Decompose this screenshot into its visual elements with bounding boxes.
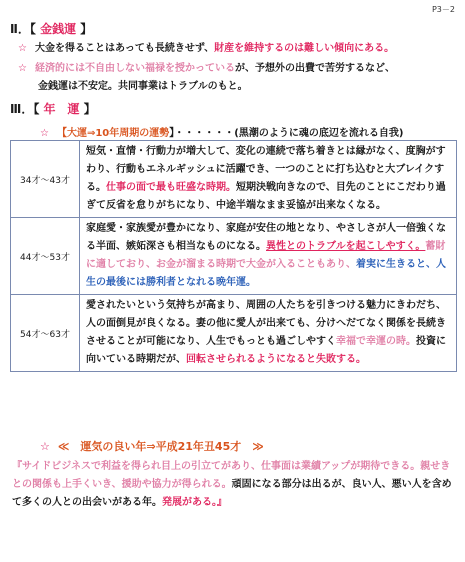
- table-row: [11, 141, 457, 218]
- star-icon: ☆: [40, 440, 50, 453]
- money-line-2: ☆ 経済的には不自由しない福禄を授かっているが、予想外の出費で苦労するなど、: [18, 63, 395, 74]
- age-description: 短気・直情・行動力が増大して、変化の連続で落ち着きとは縁がなく、度胸がすわり、行動もエネルギッシュに活躍でき、一つのことに打ち込むと大ブレイクする。仕事の面で最も旺盛な時期。短期決戦向きなので、目先のことにこだわり過ぎて反省を怠りがちになり、中途半端なまま妥協が出来なくなる。: [80, 141, 457, 218]
- age-description: 愛されたいという気持ちが高まり、周囲の人たちを引きつける魅力にきわだち、人の面倒見が良くなる。妻の他に愛人が出来ても、分けへだてなく関係を長続きさせることが可能になり、人生でもっとも過ごしやすく幸福で幸運の時。投資に向いている時期だが、回転させられるようになると失敗する。: [80, 295, 457, 372]
- year-luck-title: 年 運: [43, 102, 80, 116]
- page-number: P3－2: [431, 5, 455, 14]
- star-icon: ☆: [18, 63, 27, 74]
- star-icon: ☆: [18, 43, 27, 54]
- good-year-heading: ☆ ≪ 運気の良い年⇒平成21年丑45才 ≫: [40, 440, 264, 453]
- star-icon: ☆: [40, 128, 49, 139]
- money-luck-title: 金銭運: [40, 22, 77, 36]
- good-year-text: 『サイドビジネスで利益を得られ目上の引立てがあり、仕事面は業績アップが期待できる。親せきとの関係も上手くいき、援助や協力が得られる。頑固になる部分は出るが、良い人、悪い人を含めて多くの人との出会いがある年。発展がある。』: [12, 461, 452, 508]
- table-row: [11, 218, 457, 295]
- age-range: 34才～43才: [11, 141, 80, 218]
- money-line-3: 金銭運は不安定。共同事業はトラブルのもと。: [38, 81, 248, 92]
- money-luck-heading: Ⅱ．【 金銭運 】: [10, 22, 93, 36]
- year-luck-table: [10, 140, 457, 372]
- age-description: 家庭愛・家族愛が豊かになり、家庭が安住の地となり、やさしさが人一倍強くなる半面、嫉妬深さも相当なものになる。異性とのトラブルを起こしやすく。蓄財に適しており、お金が溜まる時期で大金が入ることもあり、着実に生きると、人生の最後には勝利者となれる晩年運。: [80, 218, 457, 295]
- great-cycle-subheading: ☆ 【大運⇒10年周期の運勢】・・・・・・(黒潮のように魂の底辺を流れる自我): [40, 128, 404, 139]
- age-range: 44才～53才: [11, 218, 80, 295]
- table-row: [11, 295, 457, 372]
- age-range: 54才～63才: [11, 295, 80, 372]
- money-line-1: ☆ 大金を得ることはあっても長続きせず、財産を維持するのは難しい傾向にある。: [18, 43, 395, 54]
- year-luck-heading: Ⅲ．【 年 運 】: [10, 102, 96, 116]
